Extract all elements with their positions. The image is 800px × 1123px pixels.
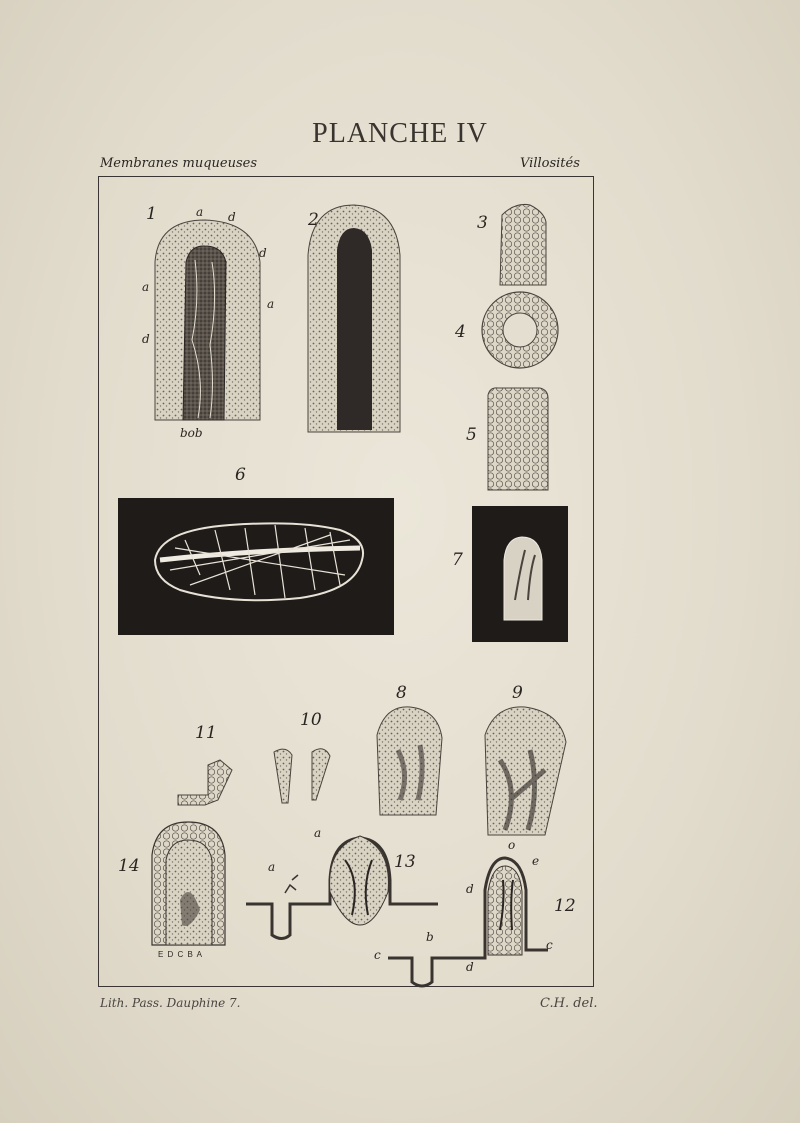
figure-11-epithelium bbox=[178, 760, 232, 805]
figure-8-villus bbox=[377, 707, 442, 815]
header-right: Villosités bbox=[520, 156, 580, 171]
figure-2-villus bbox=[308, 205, 400, 432]
figure-4-cross-section bbox=[482, 292, 558, 368]
figure-1-label: bob bbox=[180, 426, 203, 440]
figure-7-injected-villus bbox=[472, 506, 568, 642]
figure-number-1: 1 bbox=[146, 204, 157, 224]
figure-1-villus bbox=[155, 220, 260, 420]
figure-3-epithelium bbox=[500, 204, 546, 285]
header-left: Membranes muqueuses bbox=[100, 156, 257, 171]
figure-9-villus bbox=[485, 707, 566, 835]
figure-1-label: a bbox=[196, 205, 204, 219]
figure-number-10: 10 bbox=[300, 710, 322, 730]
figure-number-7: 7 bbox=[452, 550, 463, 570]
figure-12-label: o bbox=[508, 838, 516, 852]
figure-13-label: a bbox=[268, 860, 276, 874]
figure-12-label: b bbox=[426, 930, 434, 944]
figure-number-14: 14 bbox=[118, 856, 140, 876]
figure-number-12: 12 bbox=[554, 896, 576, 916]
figure-1-label: d bbox=[259, 246, 267, 260]
figure-number-2: 2 bbox=[308, 210, 319, 230]
figure-number-6: 6 bbox=[235, 465, 246, 485]
figure-12-label: d bbox=[466, 960, 474, 974]
figure-1-label: d bbox=[142, 332, 150, 346]
figure-10-fragments bbox=[274, 749, 330, 803]
figure-6-vascular-network bbox=[118, 498, 394, 635]
figure-5-cells bbox=[488, 388, 548, 490]
figure-number-4: 4 bbox=[455, 322, 466, 342]
figure-number-11: 11 bbox=[195, 723, 217, 743]
figure-14-villus-section bbox=[152, 822, 225, 945]
figure-1-label: a bbox=[142, 280, 150, 294]
footer-right: C.H. del. bbox=[540, 996, 598, 1011]
figure-12-label: c bbox=[374, 948, 381, 962]
figure-number-8: 8 bbox=[396, 683, 407, 703]
figure-number-3: 3 bbox=[477, 213, 488, 233]
figure-14-layer-labels: E D C B A bbox=[158, 950, 204, 959]
figure-12-label: e bbox=[532, 854, 540, 868]
figure-number-5: 5 bbox=[466, 425, 477, 445]
figure-number-9: 9 bbox=[512, 683, 523, 703]
figure-number-13: 13 bbox=[394, 852, 416, 872]
figure-1-label: a bbox=[267, 297, 275, 311]
figure-13-label: a bbox=[314, 826, 322, 840]
figure-1-label: d bbox=[228, 210, 236, 224]
footer-left: Lith. Pass. Dauphine 7. bbox=[100, 996, 241, 1010]
figure-12-label: c bbox=[546, 938, 553, 952]
plate-title: PLANCHE IV bbox=[312, 118, 488, 149]
figure-12-label: d bbox=[466, 882, 474, 896]
